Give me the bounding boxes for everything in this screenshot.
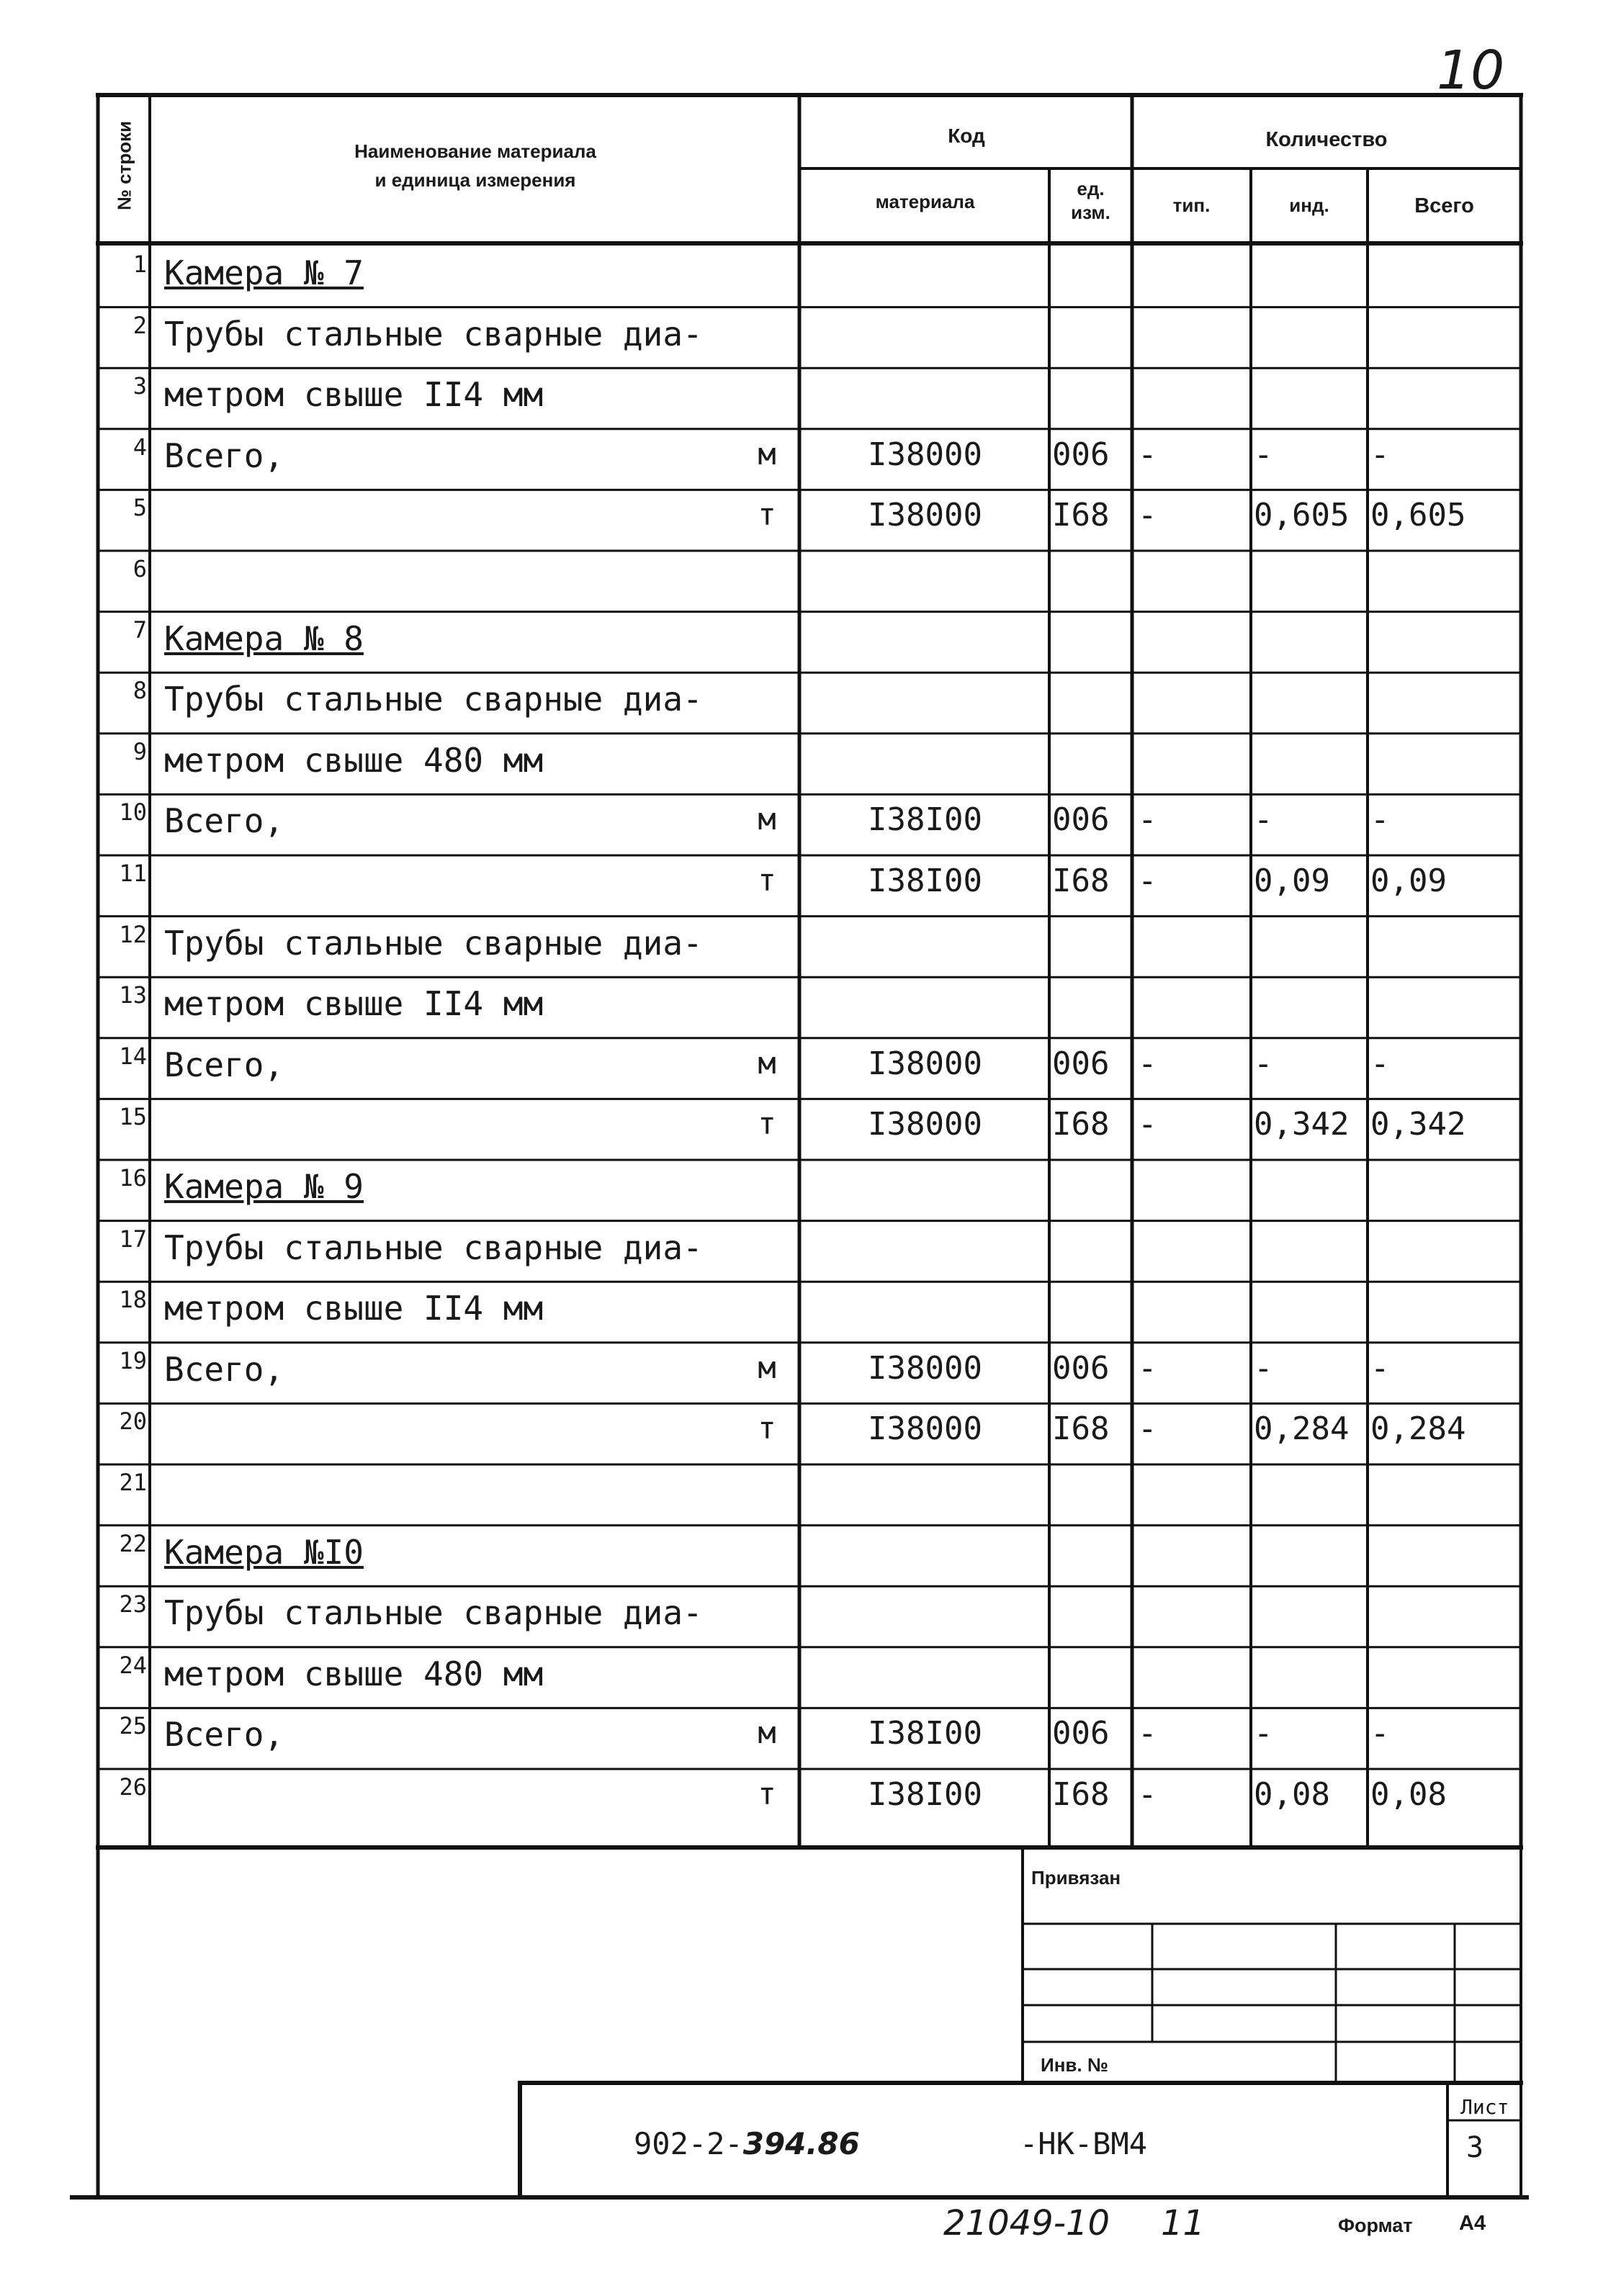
row-unit-code: 006 xyxy=(1052,436,1110,473)
row-name: метром свыше 480 мм xyxy=(164,1654,544,1693)
row-qty-total: - xyxy=(1370,1715,1390,1752)
row-unit-letter: т xyxy=(758,497,776,533)
row-material-code: I38000 xyxy=(868,436,982,473)
format-label: Формат xyxy=(1338,2215,1413,2236)
row-number: 10 xyxy=(119,798,147,827)
row-unit-code: I68 xyxy=(1052,1106,1110,1143)
row-number: 3 xyxy=(133,372,147,400)
row-number: 5 xyxy=(133,494,147,522)
header-total: Всего xyxy=(1414,194,1474,217)
archive-number: 21049-10 xyxy=(943,2203,1110,2243)
row-qty-ind: - xyxy=(1254,801,1273,839)
row-qty-ind: - xyxy=(1254,1045,1273,1082)
row-number: 17 xyxy=(119,1225,147,1253)
row-qty-typ: - xyxy=(1138,1410,1157,1448)
row-qty-total: 0,605 xyxy=(1370,497,1466,534)
row-unit-code: I68 xyxy=(1052,1410,1110,1448)
row-material-code: I38000 xyxy=(868,1349,982,1387)
row-unit-letter: м xyxy=(758,1349,776,1385)
document-code-suffix: -НК-ВМ4 xyxy=(1020,2126,1148,2161)
row-unit-code: 006 xyxy=(1052,801,1110,839)
row-material-code: I38000 xyxy=(868,1410,982,1448)
row-number: 25 xyxy=(119,1712,147,1740)
header-quantity: Количество xyxy=(1265,128,1388,151)
row-unit-letter: т xyxy=(758,1106,776,1142)
row-name: Камера № 8 xyxy=(164,618,364,658)
header-material: материала xyxy=(875,191,975,212)
row-unit-letter: м xyxy=(758,801,776,837)
row-name: Трубы стальные сварные диа- xyxy=(164,1593,703,1633)
row-qty-total: 0,09 xyxy=(1370,863,1447,899)
row-number: 22 xyxy=(119,1529,147,1557)
row-name: метром свыше II4 мм xyxy=(164,1289,544,1328)
header-name-line1: Наименование материала xyxy=(354,140,596,162)
header-unit xyxy=(1049,177,1132,225)
row-qty-typ: - xyxy=(1138,801,1157,839)
archive-sheet: 11 xyxy=(1161,2203,1206,2243)
row-name: Всего, xyxy=(164,801,284,841)
row-unit-code: I68 xyxy=(1052,497,1110,534)
header-row-number-cell xyxy=(99,94,150,238)
document-code xyxy=(634,2126,860,2161)
row-unit-letter: м xyxy=(758,436,776,472)
row-number: 18 xyxy=(119,1286,147,1314)
row-name: Трубы стальные сварные диа- xyxy=(164,1228,703,1267)
row-name: Камера № 7 xyxy=(164,253,364,292)
row-number: 14 xyxy=(119,1042,147,1070)
row-number: 20 xyxy=(119,1408,147,1436)
row-qty-total: - xyxy=(1370,801,1390,839)
row-qty-typ: - xyxy=(1138,1776,1157,1813)
row-unit-code: 006 xyxy=(1052,1349,1110,1387)
row-qty-typ: - xyxy=(1138,1349,1157,1387)
row-qty-total: - xyxy=(1370,436,1390,473)
row-unit-letter: т xyxy=(758,1776,776,1811)
row-qty-typ: - xyxy=(1138,436,1157,473)
row-name: Трубы стальные сварные диа- xyxy=(164,314,703,354)
header-unit-line1: ед. xyxy=(1077,178,1105,199)
header-unit-line2: изм. xyxy=(1071,202,1110,223)
row-qty-typ: - xyxy=(1138,1045,1157,1082)
row-qty-total: 0,284 xyxy=(1370,1410,1466,1448)
row-name: Всего, xyxy=(164,1715,284,1755)
document-code-prefix: 902-2- xyxy=(634,2126,743,2161)
row-name: Всего, xyxy=(164,1349,284,1389)
row-name: Камера № 9 xyxy=(164,1167,364,1206)
row-qty-ind: 0,284 xyxy=(1254,1410,1350,1448)
row-qty-ind: 0,09 xyxy=(1254,863,1330,899)
row-unit-code: 006 xyxy=(1052,1715,1110,1752)
row-material-code: I38I00 xyxy=(868,801,982,839)
header-typ: тип. xyxy=(1172,194,1211,216)
row-number: 21 xyxy=(119,1469,147,1496)
row-qty-total: 0,342 xyxy=(1370,1106,1466,1143)
row-number: 6 xyxy=(133,555,147,582)
row-name: метром свыше 480 мм xyxy=(164,740,544,780)
row-qty-ind: - xyxy=(1254,1715,1273,1752)
row-number: 1 xyxy=(133,251,147,278)
row-name: Трубы стальные сварные диа- xyxy=(164,680,703,719)
row-number: 16 xyxy=(119,1164,147,1192)
row-qty-ind: - xyxy=(1254,436,1273,473)
row-qty-ind: 0,605 xyxy=(1254,497,1350,534)
row-number: 12 xyxy=(119,920,147,948)
row-name: метром свыше II4 мм xyxy=(164,984,544,1024)
row-qty-total: 0,08 xyxy=(1370,1776,1447,1813)
row-number: 24 xyxy=(119,1651,147,1679)
format-value: А4 xyxy=(1459,2212,1486,2235)
row-qty-typ: - xyxy=(1138,1106,1157,1143)
row-qty-typ: - xyxy=(1138,1715,1157,1752)
bound-label: Привязан xyxy=(1031,1867,1121,1888)
header-code: Код xyxy=(948,125,985,147)
row-number: 9 xyxy=(133,737,147,765)
corner-page-number: 10 xyxy=(1437,40,1505,102)
header-name-line2: и единица измерения xyxy=(374,169,576,191)
row-qty-typ: - xyxy=(1138,497,1157,534)
row-number: 4 xyxy=(133,433,147,461)
sheet-label: Лист xyxy=(1460,2095,1509,2119)
inventory-label: Инв. № xyxy=(1041,2054,1108,2076)
row-number: 13 xyxy=(119,981,147,1009)
row-name: Всего, xyxy=(164,1045,284,1084)
row-number: 23 xyxy=(119,1590,147,1619)
row-qty-total: - xyxy=(1370,1045,1390,1082)
row-material-code: I38000 xyxy=(868,1106,982,1143)
row-number: 26 xyxy=(119,1773,147,1801)
row-unit-letter: т xyxy=(758,1410,776,1446)
row-unit-code: I68 xyxy=(1052,1776,1110,1813)
row-material-code: I38I00 xyxy=(868,1776,982,1813)
row-material-code: I38000 xyxy=(868,497,982,534)
row-name: Всего, xyxy=(164,436,284,475)
row-qty-total: - xyxy=(1370,1349,1390,1387)
header-row-number: № строки xyxy=(113,120,135,211)
row-number: 7 xyxy=(133,616,147,644)
row-name: Камера №I0 xyxy=(164,1532,364,1572)
header-ind: инд. xyxy=(1289,194,1329,216)
row-unit-letter: м xyxy=(758,1045,776,1081)
row-unit-code: 006 xyxy=(1052,1045,1110,1082)
row-number: 15 xyxy=(119,1103,147,1131)
row-qty-ind: - xyxy=(1254,1349,1273,1387)
header-name-title xyxy=(166,137,785,194)
row-name: Трубы стальные сварные диа- xyxy=(164,923,703,963)
row-qty-ind: 0,342 xyxy=(1254,1106,1350,1143)
row-number: 8 xyxy=(133,677,147,705)
row-number: 2 xyxy=(133,311,147,339)
row-number: 19 xyxy=(119,1346,147,1374)
row-unit-letter: м xyxy=(758,1715,776,1751)
document-code-handwritten: 394.86 xyxy=(742,2126,860,2161)
sheet-number: 3 xyxy=(1466,2131,1484,2164)
row-material-code: I38I00 xyxy=(868,863,982,899)
row-number: 11 xyxy=(119,860,147,887)
row-unit-letter: т xyxy=(758,863,776,898)
row-material-code: I38I00 xyxy=(868,1715,982,1752)
row-material-code: I38000 xyxy=(868,1045,982,1082)
row-qty-ind: 0,08 xyxy=(1254,1776,1330,1813)
row-name: метром свыше II4 мм xyxy=(164,375,544,415)
row-qty-typ: - xyxy=(1138,863,1157,899)
row-unit-code: I68 xyxy=(1052,863,1110,899)
